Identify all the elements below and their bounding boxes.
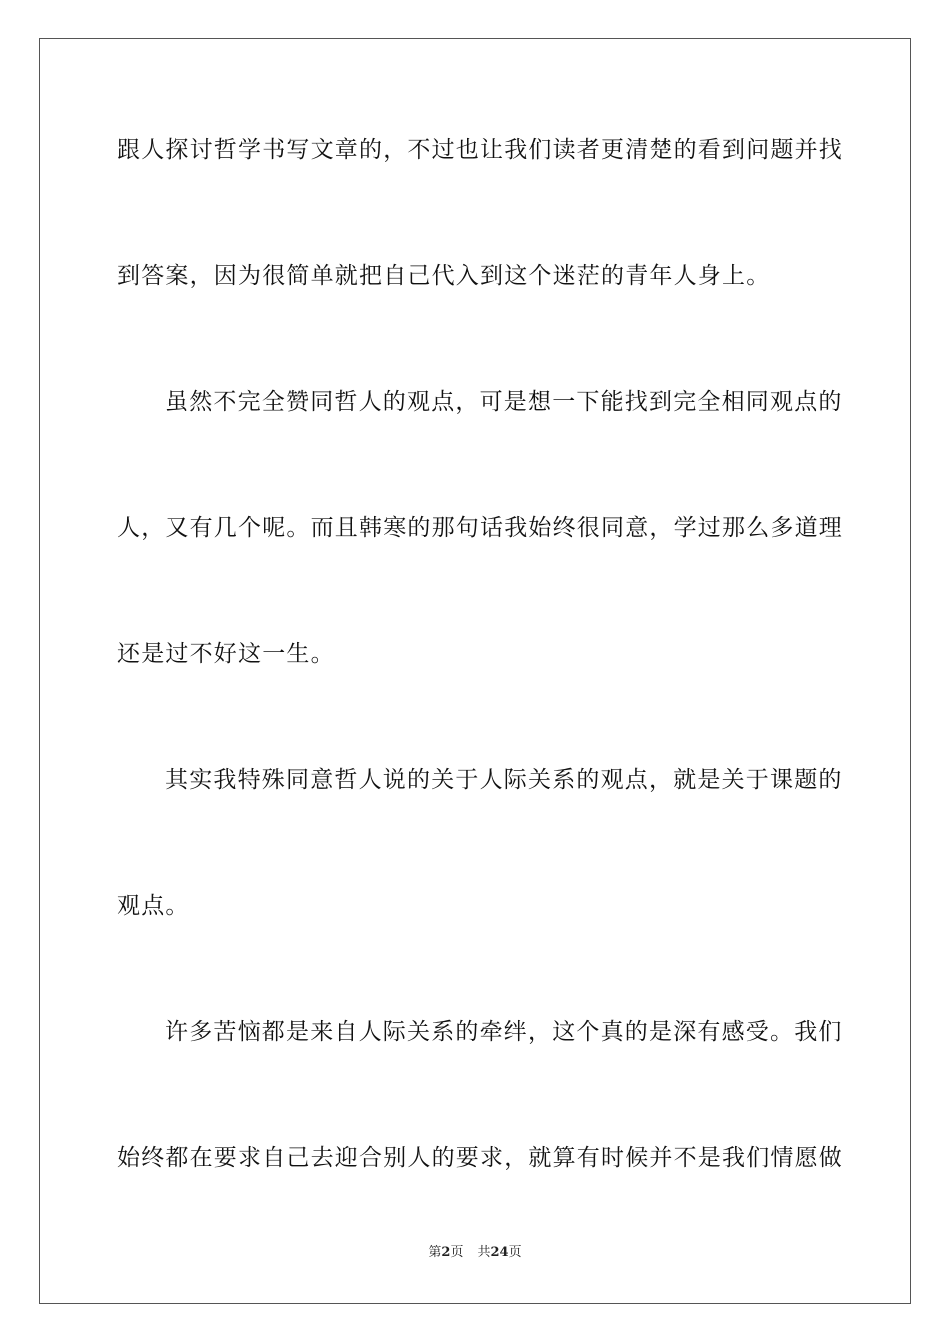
page-border: [39, 38, 911, 1304]
page-prefix: 第: [428, 1245, 442, 1260]
text-line: 观点。: [117, 893, 190, 919]
total-suffix: 页: [508, 1245, 522, 1260]
total-prefix: 共: [477, 1245, 491, 1260]
paragraph-start-line: 其实我特殊同意哲人说的关于人际关系的观点，就是关于课题的: [165, 767, 843, 793]
page-footer: [0, 1244, 950, 1262]
text-line: 还是过不好这一生。: [117, 641, 335, 667]
text-line: 始终都在要求自己去迎合别人的要求，就算有时候并不是我们情愿做: [117, 1145, 843, 1171]
total-pages: 24: [490, 1245, 509, 1260]
paragraph-start-line: 许多苦恼都是来自人际关系的牵绊，这个真的是深有感受。我们: [165, 1019, 843, 1045]
text-line: 人，又有几个呢。而且韩寒的那句话我始终很同意，学过那么多道理: [117, 515, 843, 541]
paragraph-start-line: 虽然不完全赞同哲人的观点，可是想一下能找到完全相同观点的: [165, 389, 843, 415]
page-number: 2: [441, 1245, 451, 1260]
text-line: 跟人探讨哲学书写文章的，不过也让我们读者更清楚的看到问题并找: [117, 137, 843, 163]
page-suffix: 页: [450, 1245, 464, 1260]
text-line: 到答案，因为很简单就把自己代入到这个迷茫的青年人身上。: [117, 263, 771, 289]
